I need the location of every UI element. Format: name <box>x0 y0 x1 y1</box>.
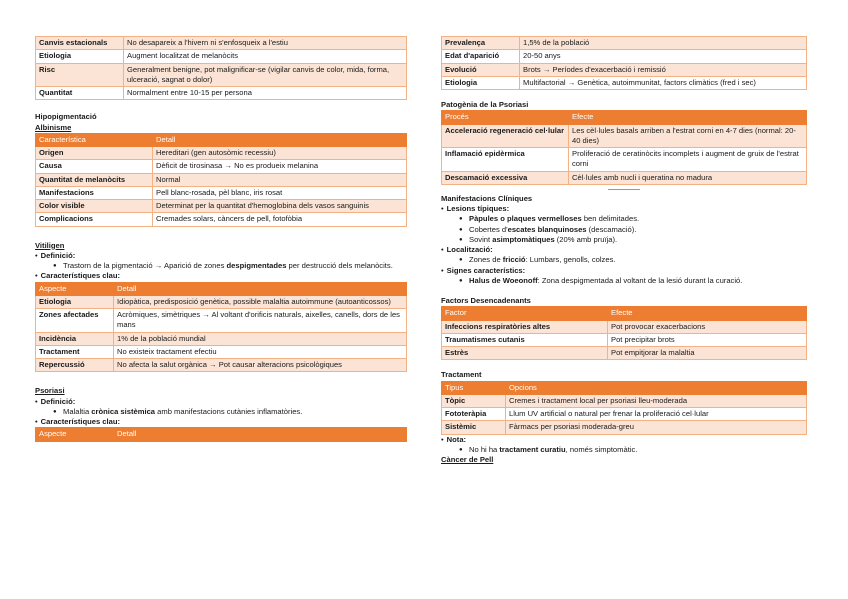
list-label: Característiques clau: <box>40 417 121 426</box>
column-header: Efecte <box>608 307 807 320</box>
factors-table <box>441 306 807 360</box>
row-value: Normal <box>153 173 407 186</box>
row-key: Estrès <box>442 347 608 360</box>
section-title: Factors Desencadenants <box>441 296 531 305</box>
column-header: Opcions <box>506 381 807 394</box>
row-value: Pot provocar exacerbacions <box>608 320 807 333</box>
table-row <box>442 347 807 360</box>
section-title: Patogènia de la Psoriasi <box>441 100 529 109</box>
section-title: Hipopigmentació <box>35 112 97 122</box>
row-key: Sistèmic <box>442 421 506 434</box>
row-value: Acròmiques, simètriques → Al voltant d'orificis naturals, aixelles, canells, dors de les mans <box>114 309 407 333</box>
vitiligen-table <box>35 282 407 373</box>
row-key: Origen <box>36 147 153 160</box>
table-row <box>442 63 807 76</box>
row-key: Manifestacions <box>36 186 153 199</box>
patogenia-table <box>441 110 807 185</box>
row-key: Tòpic <box>442 394 506 407</box>
table-row <box>36 147 407 160</box>
row-value: Idiopàtica, predisposició genètica, possible malaltia autoimmune (autoanticossos) <box>114 295 407 308</box>
table-row <box>36 200 407 213</box>
list-label: Definició: <box>40 250 76 260</box>
row-key: Canvis estacionals <box>36 37 124 50</box>
row-value: Cèl·lules amb nucli i queratina no madura <box>569 171 807 184</box>
row-value: 20-50 anys <box>520 50 807 63</box>
row-value: Dèficit de tirosinasa → No es produeix melanina <box>153 160 407 173</box>
psoriasi-table <box>35 427 407 441</box>
table-row <box>36 295 407 308</box>
list-item: ● Pàpules o plaques vermelloses ben delimitades. <box>441 214 807 224</box>
row-key: Inflamació epidèrmica <box>442 148 569 172</box>
divider <box>608 189 640 190</box>
row-value: 1% de la població mundial <box>114 332 407 345</box>
table-row <box>442 320 807 333</box>
row-value: Normalment entre 10-15 per persona <box>124 87 407 100</box>
column-header: Detall <box>114 428 407 441</box>
list-label: Nota: <box>446 434 467 444</box>
row-key: Complicacions <box>36 213 153 226</box>
column-header: Factor <box>442 307 608 320</box>
table-row <box>36 213 407 226</box>
row-key: Fototeràpia <box>442 408 506 421</box>
list-label: Signes característics: <box>446 265 526 275</box>
row-key: Repercussió <box>36 359 114 372</box>
list-item: ● Cobertes d'escates blanquinoses (descamació). <box>441 225 807 235</box>
row-key: Etiologia <box>36 295 114 308</box>
row-key: Tractament <box>36 345 114 358</box>
column-header: Detall <box>153 133 407 146</box>
right-column <box>441 36 807 465</box>
subsection-title: Vitiligen <box>35 240 65 250</box>
row-value: Brots → Períodes d'exacerbació i remissió <box>520 63 807 76</box>
table-row <box>442 408 807 421</box>
column-header: Característica <box>36 133 153 146</box>
table-row <box>442 421 807 434</box>
list-item: ● No hi ha tractament curatiu, només simptomàtic. <box>441 445 807 455</box>
column-header: Procés <box>442 111 569 124</box>
row-value: Augment localitzat de melanòcits <box>124 50 407 63</box>
row-value: No existeix tractament efectiu <box>114 345 407 358</box>
table-row <box>442 171 807 184</box>
table-row <box>442 76 807 89</box>
albinisme-table <box>35 133 407 227</box>
table-row <box>36 37 407 50</box>
row-key: Acceleració regeneració cel·lular <box>442 124 569 148</box>
list-label: Lesions típiques: <box>446 204 510 213</box>
table-row <box>36 160 407 173</box>
row-key: Edat d'aparició <box>442 50 520 63</box>
table-row <box>442 37 807 50</box>
table-row <box>36 50 407 63</box>
row-value: Pot empitjorar la malaltia <box>608 347 807 360</box>
subsection-title: Psoriasi <box>35 386 65 396</box>
row-value: Determinat per la quantitat d'hemoglobina dels vasos sanguinis <box>153 200 407 213</box>
row-value: No afecta la salut orgànica → Pot causar alteracions psicològiques <box>114 359 407 372</box>
list-label: Definició: <box>40 396 76 406</box>
table-row <box>36 87 407 100</box>
table-row <box>442 50 807 63</box>
manifestacions-list <box>441 204 807 286</box>
row-value: Llum UV artificial o natural per frenar la proliferació cel·lular <box>506 408 807 421</box>
table-row <box>36 63 407 87</box>
subsection-title: Albinisme <box>35 122 72 132</box>
column-header: Aspecte <box>36 282 114 295</box>
column-header: Aspecte <box>36 428 114 441</box>
subsection-title: Càncer de Pell <box>441 455 494 464</box>
column-header: Efecte <box>569 111 807 124</box>
table-row <box>36 359 407 372</box>
list-item: ● Halus de Woeonoff: Zona despigmentada al voltant de la lesió durant la curació. <box>441 276 807 286</box>
row-key: Quantitat de melanòcits <box>36 173 153 186</box>
list-label: Característiques clau: <box>40 271 121 281</box>
psoriasi-list <box>35 397 407 428</box>
list-label: Localització: <box>446 245 493 254</box>
psoriasi-info-table <box>441 36 807 90</box>
table-row <box>442 333 807 346</box>
row-value: 1,5% de la població <box>520 37 807 50</box>
table-row <box>36 186 407 199</box>
row-key: Prevalença <box>442 37 520 50</box>
tractament-table <box>441 381 807 435</box>
row-value: Cremes i tractament local per psoriasi lleu-moderada <box>506 394 807 407</box>
row-value: Multifactorial → Genètica, autoimmunitat, factors climàtics (fred i sec) <box>520 76 807 89</box>
section-title: Tractament <box>441 370 482 380</box>
row-key: Color visible <box>36 200 153 213</box>
nota-list <box>441 435 807 456</box>
row-value: Hereditari (gen autosòmic recessiu) <box>153 147 407 160</box>
nevus-table <box>35 36 407 100</box>
row-value: Pell blanc-rosada, pèl blanc, iris rosat <box>153 186 407 199</box>
list-item: ● Sovint asimptomàtiques (20% amb pruïja). <box>441 235 807 245</box>
table-row <box>36 332 407 345</box>
list-item: ● Trastorn de la pigmentació → Aparició de zones despigmentades per destrucció dels melanòcits. <box>35 261 407 271</box>
row-key: Incidència <box>36 332 114 345</box>
table-row <box>442 148 807 172</box>
row-value: Proliferació de ceratinòcits incomplets i augment de gruix de l'estrat corni <box>569 148 807 172</box>
list-item: ● Malaltia crònica sistèmica amb manifestacions cutànies inflamatòries. <box>35 407 407 417</box>
section-title: Manifestacions Clíniques <box>441 193 533 203</box>
row-key: Descamació excessiva <box>442 171 569 184</box>
column-header: Detall <box>114 282 407 295</box>
row-value: Fàrmacs per psoriasi moderada-greu <box>506 421 807 434</box>
row-value: Generalment benigne, pot malignificar-se (vigilar canvis de color, mida, forma, ulceració, sagnat o dolor) <box>124 63 407 87</box>
row-key: Risc <box>36 63 124 87</box>
left-column <box>35 36 407 442</box>
row-value: Cremades solars, càncers de pell, fotofòbia <box>153 213 407 226</box>
row-key: Evolució <box>442 63 520 76</box>
table-row <box>442 394 807 407</box>
row-key: Etiologia <box>442 76 520 89</box>
row-key: Infeccions respiratòries altes <box>442 320 608 333</box>
row-key: Quantitat <box>36 87 124 100</box>
vitiligen-list <box>35 251 407 282</box>
table-row <box>442 124 807 148</box>
row-value: Pot precipitar brots <box>608 333 807 346</box>
table-row <box>36 173 407 186</box>
table-row <box>36 309 407 333</box>
row-key: Causa <box>36 160 153 173</box>
row-key: Traumatismes cutanis <box>442 333 608 346</box>
list-item: ● Zones de fricció: Lumbars, genolls, colzes. <box>441 255 807 265</box>
row-key: Etiologia <box>36 50 124 63</box>
row-value: Les cèl·lules basals arriben a l'estrat corni en 4-7 dies (normal: 20-40 dies) <box>569 124 807 148</box>
table-row <box>36 345 407 358</box>
row-key: Zones afectades <box>36 309 114 333</box>
column-header: Tipus <box>442 381 506 394</box>
row-value: No desapareix a l'hivern ni s'enfosqueix a l'estiu <box>124 37 407 50</box>
